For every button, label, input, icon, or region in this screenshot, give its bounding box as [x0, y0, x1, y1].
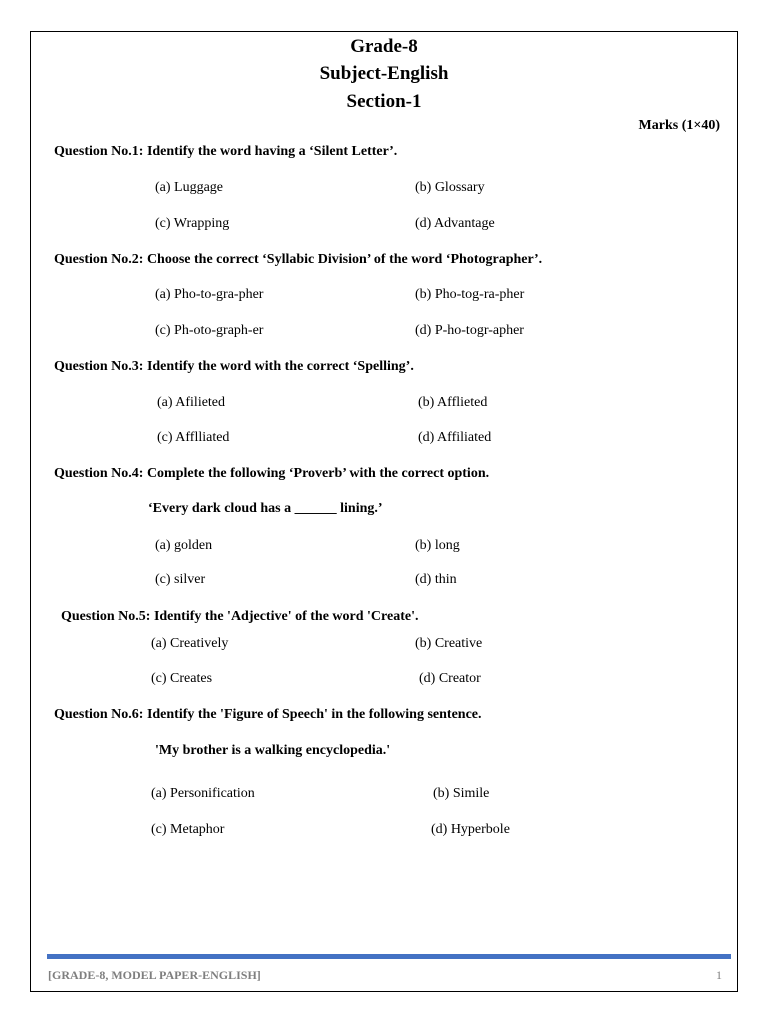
q4-option-b: (b) long [415, 538, 460, 553]
q2-option-a: (a) Pho-to-gra-pher [155, 287, 264, 302]
q4-option-a: (a) golden [155, 538, 213, 553]
q6-option-d: (d) Hyperbole [431, 822, 510, 837]
q5-option-d: (d) Creator [419, 671, 481, 686]
question-3: Question No.3: Identify the word with the correct ‘Spelling’. [54, 359, 414, 374]
question-5: Question No.5: Identify the 'Adjective' of the word 'Create'. [61, 609, 419, 624]
q6-sentence-prompt: 'My brother is a walking encyclopedia.' [155, 743, 391, 758]
q5-option-a: (a) Creatively [151, 636, 229, 651]
q5-option-c: (c) Creates [151, 671, 213, 686]
q3-option-d: (d) Affiliated [418, 430, 492, 445]
footer-label: [GRADE-8, MODEL PAPER-ENGLISH] [48, 968, 261, 982]
q3-option-a: (a) Afilieted [157, 395, 226, 410]
q6-option-c: (c) Metaphor [151, 822, 225, 837]
q6-option-a: (a) Personification [151, 786, 255, 801]
q1-option-b: (b) Glossary [415, 180, 485, 195]
q2-option-d: (d) P-ho-togr-apher [415, 323, 524, 338]
grade-title: Grade-8 [350, 36, 418, 57]
subject-title: Subject-English [319, 63, 449, 84]
q3-option-b: (b) Afflieted [418, 395, 488, 410]
footer-rule [47, 954, 731, 959]
question-4: Question No.4: Complete the following ‘Proverb’ with the correct option. [54, 466, 490, 481]
question-1: Question No.1: Identify the word having a ‘Silent Letter’. [54, 144, 398, 159]
q4-proverb-prompt: ‘Every dark cloud has a ______ lining.’ [148, 501, 383, 516]
page-border [30, 31, 738, 992]
page-number: 1 [716, 968, 722, 982]
question-2: Question No.2: Choose the correct ‘Syllabic Division’ of the word ‘Photographer’. [54, 252, 543, 267]
q5-option-b: (b) Creative [415, 636, 483, 651]
section-title: Section-1 [346, 91, 422, 112]
q3-option-c: (c) Afflliated [157, 430, 230, 445]
q1-option-d: (d) Advantage [415, 216, 495, 231]
q2-option-c: (c) Ph-oto-graph-er [155, 323, 264, 338]
question-6: Question No.6: Identify the 'Figure of Speech' in the following sentence. [54, 707, 482, 722]
q6-option-b: (b) Simile [433, 786, 490, 801]
marks-label: Marks (1×40) [638, 118, 720, 133]
q1-option-c: (c) Wrapping [155, 216, 230, 231]
q1-option-a: (a) Luggage [155, 180, 224, 195]
q2-option-b: (b) Pho-tog-ra-pher [415, 287, 525, 302]
q4-option-c: (c) silver [155, 572, 206, 587]
q4-option-d: (d) thin [415, 572, 457, 587]
